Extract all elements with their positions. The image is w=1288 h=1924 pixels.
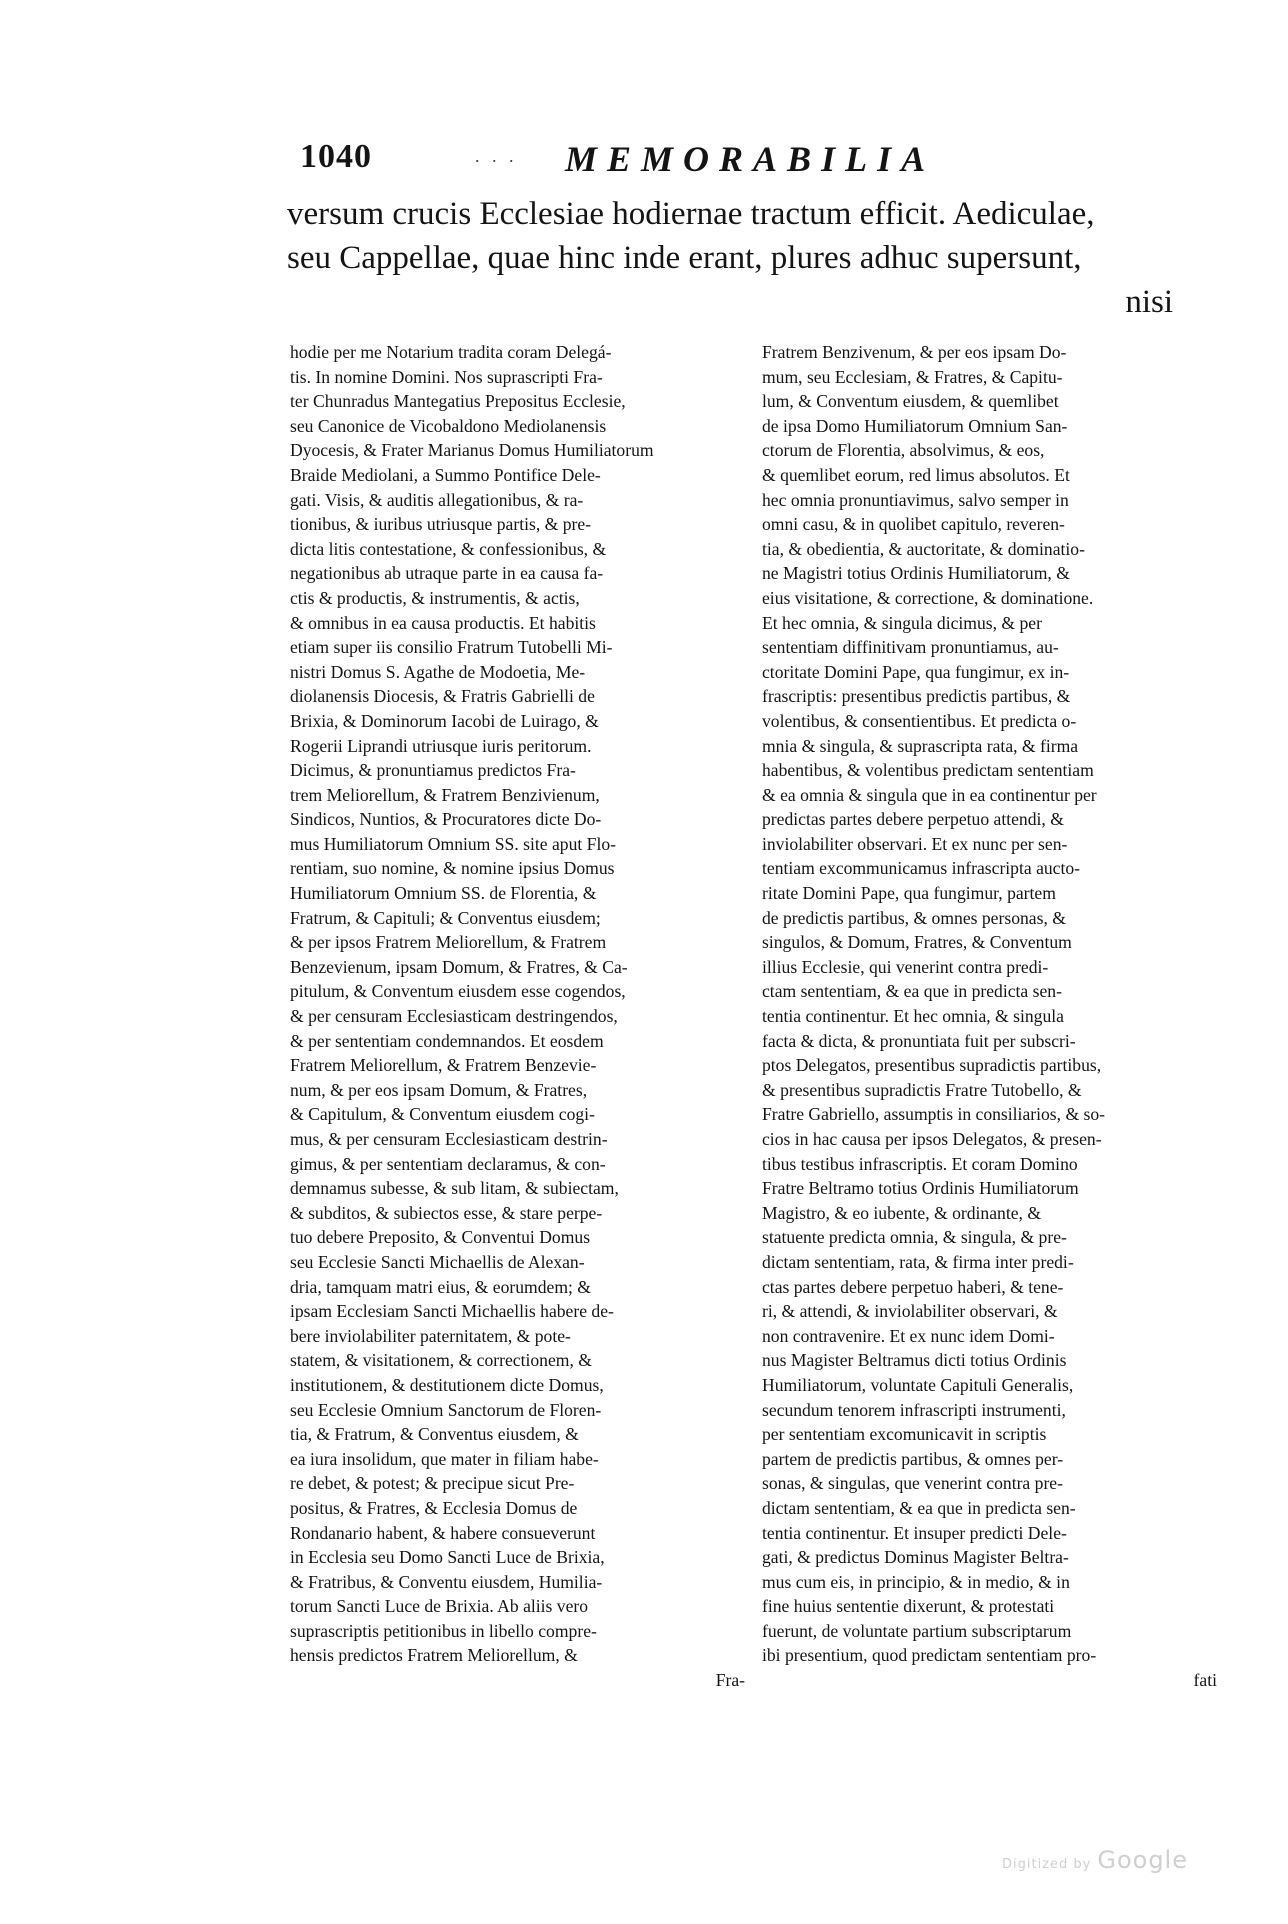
text-line: ctorum de Florentia, absolvimus, & eos, bbox=[762, 440, 1045, 461]
text-line: non contravenire. Et ex nunc idem Domi- bbox=[762, 1325, 1055, 1346]
intro-line: versum crucis Ecclesiae hodiernae tractum efficit. Aediculae, bbox=[287, 196, 1095, 232]
text-line: illius Ecclesie, qui venerint contra predi- bbox=[762, 956, 1049, 977]
text-line: sonas, & singulas, que venerint contra pre- bbox=[762, 1473, 1063, 1494]
text-line: Benzevienum, ipsam Domum, & Fratres, & Ca- bbox=[290, 956, 628, 977]
intro-line: seu Cappellae, quae hinc inde erant, plures adhuc supersunt, bbox=[287, 240, 1082, 276]
text-line: facta & dicta, & pronuntiata fuit per subscri- bbox=[762, 1030, 1076, 1051]
text-line: diolanensis Diocesis, & Fratris Gabrielli de bbox=[290, 686, 595, 707]
text-line: & per censuram Ecclesiasticam destringendos, bbox=[290, 1006, 618, 1027]
text-line: secundum tenorem infrascripti instrumenti, bbox=[762, 1399, 1066, 1420]
text-line: frascriptis: presentibus predictis partibus, & bbox=[762, 686, 1071, 707]
digitization-watermark bbox=[1002, 1846, 1188, 1874]
text-line: dictam sententiam, rata, & firma inter predi- bbox=[762, 1251, 1074, 1272]
text-line: tentia continentur. Et insuper predicti Dele- bbox=[762, 1522, 1067, 1543]
text-line: seu Ecclesie Sancti Michaellis de Alexan- bbox=[290, 1251, 585, 1272]
text-line: per sententiam excomunicavit in scriptis bbox=[762, 1424, 1047, 1445]
text-line: Rondanario habent, & habere consueverunt bbox=[290, 1522, 596, 1543]
text-line: mus cum eis, in principio, & in medio, & in bbox=[762, 1571, 1070, 1592]
text-line: etiam super iis consilio Fratrum Tutobelli Mi- bbox=[290, 637, 613, 658]
text-line: partem de predictis partibus, & omnes per- bbox=[762, 1448, 1064, 1469]
text-line: rentiam, suo nomine, & nomine ipsius Domus bbox=[290, 858, 615, 879]
running-title: MEMORABILIA bbox=[565, 139, 936, 179]
text-line: ea iura insolidum, que mater in filiam habe- bbox=[290, 1448, 599, 1469]
text-line: ctas partes debere perpetuo haberi, & tene- bbox=[762, 1276, 1064, 1297]
text-line: Humiliatorum Omnium SS. de Florentia, & bbox=[290, 883, 597, 904]
text-line: mus Humiliatorum Omnium SS. site aput Flo- bbox=[290, 833, 616, 854]
text-line: sententiam diffinitivam pronuntiamus, au- bbox=[762, 637, 1059, 658]
text-line: Dyocesis, & Frater Marianus Domus Humiliatorum bbox=[290, 440, 654, 461]
text-line: tentiam excommunicamus infrascripta aucto- bbox=[762, 858, 1081, 879]
intro-paragraph bbox=[287, 192, 1199, 324]
text-line: Fratre Beltramo totius Ordinis Humiliatorum bbox=[762, 1178, 1079, 1199]
text-line: dictam sententiam, & ea que in predicta sen- bbox=[762, 1497, 1076, 1518]
text-line: & subditos, & subiectos esse, & stare perpe- bbox=[290, 1202, 603, 1223]
text-line: dria, tamquam matri eius, & eorumdem; & bbox=[290, 1276, 591, 1297]
text-line: Dicimus, & pronuntiamus predictos Fra- bbox=[290, 760, 576, 781]
catchword: fati bbox=[1193, 1670, 1217, 1691]
right-column bbox=[762, 340, 1217, 1693]
text-line: Fratrem Meliorellum, & Fratrem Benzevie- bbox=[290, 1055, 597, 1076]
text-line: statem, & visitationem, & correctionem, & bbox=[290, 1350, 592, 1371]
text-line: Sindicos, Nuntios, & Procuratores dicte Do- bbox=[290, 809, 602, 830]
text-line: negationibus ab utraque parte in ea causa fa- bbox=[290, 563, 604, 584]
text-line: tibus testibus infrascriptis. Et coram Domino bbox=[762, 1153, 1078, 1174]
text-line: & per ipsos Fratrem Meliorellum, & Fratrem bbox=[290, 932, 607, 953]
text-line: volentibus, & consentientibus. Et predicta o- bbox=[762, 710, 1077, 731]
text-line: fine huius sententie dixerunt, & protestati bbox=[762, 1596, 1055, 1617]
text-line: eius visitatione, & correctione, & dominatione. bbox=[762, 587, 1094, 608]
header-dots: . . . bbox=[475, 146, 518, 166]
text-line: lum, & Conventum eiusdem, & quemlibet bbox=[762, 391, 1059, 412]
text-line: nus Magister Beltramus dicti totius Ordinis bbox=[762, 1350, 1067, 1371]
text-line: tia, & obedientia, & auctoritate, & dominatio- bbox=[762, 538, 1085, 559]
intro-catchword: nisi bbox=[1125, 284, 1173, 320]
text-line: & per sententiam condemnandos. Et eosdem bbox=[290, 1030, 604, 1051]
text-line: tia, & Fratrum, & Conventus eiusdem, & bbox=[290, 1424, 579, 1445]
text-line: trem Meliorellum, & Fratrem Benzivienum, bbox=[290, 784, 600, 805]
text-line: in Ecclesia seu Domo Sancti Luce de Brixia, bbox=[290, 1547, 605, 1568]
text-line: inviolabiliter observari. Et ex nunc per sen- bbox=[762, 833, 1068, 854]
text-line: de predictis partibus, & omnes personas, & bbox=[762, 907, 1066, 928]
left-column bbox=[290, 340, 745, 1693]
text-line: omni casu, & in quolibet capitulo, reveren- bbox=[762, 514, 1065, 535]
text-line: Et hec omnia, & singula dicimus, & per bbox=[762, 612, 1042, 633]
text-line: & quemlibet eorum, red limus absolutos. Et bbox=[762, 464, 1070, 485]
text-line: Fratre Gabriello, assumptis in consiliarios, & so- bbox=[762, 1104, 1106, 1125]
text-line: seu Ecclesie Omnium Sanctorum de Floren- bbox=[290, 1399, 602, 1420]
text-line: & presentibus supradictis Fratre Tutobello, & bbox=[762, 1079, 1082, 1100]
text-line: dicta litis contestatione, & confessionibus, & bbox=[290, 538, 607, 559]
catchword: Fra- bbox=[715, 1670, 745, 1691]
text-line: Brixia, & Dominorum Iacobi de Luirago, & bbox=[290, 710, 599, 731]
text-line: Rogerii Liprandi utriusque iuris peritorum. bbox=[290, 735, 592, 756]
text-line: cios in hac causa per ipsos Delegatos, & presen- bbox=[762, 1129, 1102, 1149]
text-line: Braide Mediolani, a Summo Pontifice Dele- bbox=[290, 464, 601, 485]
text-line: nistri Domus S. Agathe de Modoetia, Me- bbox=[290, 661, 586, 682]
text-line: re debet, & potest; & precipue sicut Pre- bbox=[290, 1473, 575, 1494]
text-line: & Fratribus, & Conventu eiusdem, Humilia- bbox=[290, 1571, 603, 1592]
text-line: fuerunt, de voluntate partium subscriptarum bbox=[762, 1620, 1072, 1641]
page-header bbox=[300, 138, 1200, 188]
text-line: statuente predicta omnia, & singula, & pre- bbox=[762, 1227, 1067, 1248]
text-line: & Capitulum, & Conventum eiusdem cogi- bbox=[290, 1104, 595, 1125]
text-line: torum Sancti Luce de Brixia. Ab aliis vero bbox=[290, 1596, 589, 1617]
text-line: num, & per eos ipsam Domum, & Fratres, bbox=[290, 1079, 588, 1100]
text-line: ptos Delegatos, presentibus supradictis partibus, bbox=[762, 1055, 1102, 1076]
text-line: tis. In nomine Domini. Nos suprascripti Fra- bbox=[290, 366, 603, 387]
text-line: positus, & Fratres, & Ecclesia Domus de bbox=[290, 1497, 578, 1518]
text-line: habentibus, & volentibus predictam sententiam bbox=[762, 760, 1094, 781]
text-line: ipsam Ecclesiam Sancti Michaellis habere de- bbox=[290, 1301, 614, 1322]
text-line: Fratrem Benzivenum, & per eos ipsam Do- bbox=[762, 342, 1067, 362]
text-line: tionibus, & iuribus utriusque partis, & pre- bbox=[290, 514, 592, 535]
text-line: ctis & productis, & instrumentis, & actis, bbox=[290, 587, 580, 608]
text-line: tentia continentur. Et hec omnia, & singula bbox=[762, 1006, 1064, 1027]
text-line: suprascriptis petitionibus in libello compre- bbox=[290, 1620, 597, 1641]
text-line: gimus, & per sententiam declaramus, & con- bbox=[290, 1153, 606, 1174]
text-line: de ipsa Domo Humiliatorum Omnium San- bbox=[762, 415, 1068, 436]
text-line: pitulum, & Conventum eiusdem esse cogendos, bbox=[290, 981, 626, 1002]
text-line: & ea omnia & singula que in ea continentur per bbox=[762, 784, 1097, 805]
text-line: Humiliatorum, voluntate Capituli Generalis, bbox=[762, 1374, 1074, 1395]
text-line: bere inviolabiliter paternitatem, & pote- bbox=[290, 1325, 571, 1346]
text-line: tuo debere Preposito, & Conventui Domus bbox=[290, 1227, 591, 1248]
text-line: ctoritate Domini Pape, qua fungimur, ex in- bbox=[762, 661, 1070, 682]
text-line: gati. Visis, & auditis allegationibus, & ra- bbox=[290, 489, 584, 510]
text-line: demnamus subesse, & sub litam, & subiectam, bbox=[290, 1178, 619, 1199]
text-line: hodie per me Notarium tradita coram Delegá- bbox=[290, 342, 612, 362]
text-line: singulos, & Domum, Fratres, & Conventum bbox=[762, 932, 1072, 953]
text-line: ter Chunradus Mantegatius Prepositus Ecclesie, bbox=[290, 391, 626, 412]
text-line: & omnibus in ea causa productis. Et habitis bbox=[290, 612, 596, 633]
text-line: hec omnia pronuntiavimus, salvo semper in bbox=[762, 489, 1069, 510]
page-number: 1040 bbox=[300, 138, 372, 175]
watermark-brand: Google bbox=[1097, 1846, 1188, 1874]
text-line: mum, seu Ecclesiam, & Fratres, & Capitu- bbox=[762, 366, 1063, 387]
text-line: institutionem, & destitutionem dicte Domus, bbox=[290, 1374, 604, 1395]
text-line: predictas partes debere perpetuo attendi, & bbox=[762, 809, 1064, 830]
text-line: mus, & per censuram Ecclesiasticam destrin- bbox=[290, 1129, 608, 1149]
text-line: ritate Domini Pape, qua fungimur, partem bbox=[762, 883, 1056, 904]
text-line: Fratrum, & Capituli; & Conventus eiusdem; bbox=[290, 907, 601, 928]
text-line: hensis predictos Fratrem Meliorellum, & bbox=[290, 1645, 578, 1666]
text-line: ne Magistri totius Ordinis Humiliatorum, & bbox=[762, 563, 1070, 584]
text-line: seu Canonice de Vicobaldono Mediolanensis bbox=[290, 415, 607, 436]
text-line: ctam sententiam, & ea que in predicta sen- bbox=[762, 981, 1062, 1002]
text-line: ibi presentium, quod predictam sententiam pro- bbox=[762, 1645, 1097, 1666]
text-line: Magistro, & eo iubente, & ordinante, & bbox=[762, 1202, 1042, 1223]
text-line: gati, & predictus Dominus Magister Beltra- bbox=[762, 1547, 1069, 1568]
watermark-prefix: Digitized by bbox=[1002, 1857, 1092, 1872]
text-line: ri, & attendi, & inviolabiliter observari, & bbox=[762, 1301, 1058, 1322]
text-line: mnia & singula, & suprascripta rata, & firma bbox=[762, 735, 1079, 756]
